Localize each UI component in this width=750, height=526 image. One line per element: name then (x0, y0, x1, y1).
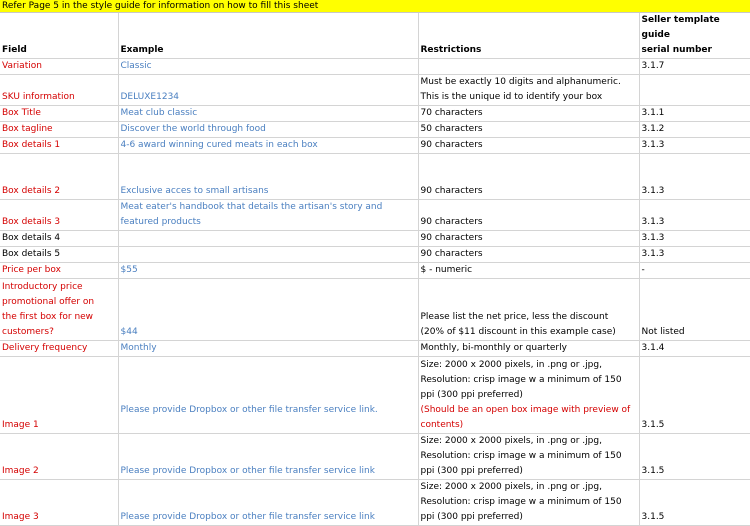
restrictions-line: Size: 2000 x 2000 pixels, in .png or .jpg, (420, 436, 602, 446)
restrictions-line: ppi (300 ppi preferred) (420, 512, 523, 522)
restrictions-cell[interactable] (418, 279, 639, 341)
restrictions-cell[interactable]: $ - numeric (418, 263, 639, 279)
example-cell[interactable]: Discover the world through food (118, 122, 418, 138)
field-line: promotional offer on (2, 297, 95, 307)
field-cell[interactable]: Image 3 (0, 480, 118, 526)
serial-cell[interactable]: 3.1.3 (639, 231, 750, 247)
field-cell[interactable]: Box Title (0, 106, 118, 122)
table-row (0, 279, 750, 341)
table-row (0, 154, 750, 200)
field-cell[interactable]: Image 2 (0, 434, 118, 480)
field-cell[interactable]: SKU information (0, 75, 118, 106)
table-row (0, 247, 750, 263)
field-cell[interactable]: Delivery frequency (0, 341, 118, 357)
serial-header-line2: serial number (641, 45, 712, 55)
serial-cell[interactable]: 3.1.2 (639, 122, 750, 138)
restrictions-header[interactable]: Restrictions (418, 13, 639, 59)
example-cell[interactable]: Exclusive acces to small artisans (118, 154, 418, 200)
field-cell[interactable]: Box details 5 (0, 247, 118, 263)
restrictions-cell[interactable]: 50 characters (418, 122, 639, 138)
serial-cell[interactable]: 3.1.5 (639, 480, 750, 526)
serial-header[interactable] (639, 13, 750, 59)
restrictions-cell[interactable] (418, 434, 639, 480)
restrictions-cell[interactable]: Monthly, bi-monthly or quarterly (418, 341, 639, 357)
serial-cell[interactable]: 3.1.3 (639, 247, 750, 263)
table-row (0, 200, 750, 231)
example-cell[interactable]: Please provide Dropbox or other file transfer service link (118, 480, 418, 526)
restrictions-line: Please list the net price, less the discount (420, 312, 609, 322)
field-header[interactable]: Field (0, 13, 118, 59)
restrictions-line: (Should be an open box image with preview of (420, 405, 631, 415)
serial-cell[interactable]: 3.1.7 (639, 59, 750, 75)
serial-cell[interactable]: 3.1.4 (639, 341, 750, 357)
table-row (0, 122, 750, 138)
serial-cell[interactable]: Not listed (639, 279, 750, 341)
restrictions-line: This is the unique id to identify your box (420, 92, 603, 102)
example-cell[interactable]: $44 (118, 279, 418, 341)
serial-cell[interactable]: 3.1.5 (639, 434, 750, 480)
restrictions-cell[interactable]: 90 characters (418, 231, 639, 247)
field-cell[interactable]: Box details 2 (0, 154, 118, 200)
restrictions-line: Resolution: crisp image w a minimum of 150 (420, 375, 622, 385)
field-line: the first box for new (2, 312, 94, 322)
example-cell[interactable]: Please provide Dropbox or other file transfer service link. (118, 357, 418, 434)
field-line: customers? (2, 327, 54, 337)
field-line: Introductory price (2, 282, 83, 292)
serial-cell[interactable]: 3.1.3 (639, 200, 750, 231)
table-row (0, 138, 750, 154)
example-header[interactable]: Example (118, 13, 418, 59)
field-cell[interactable] (0, 279, 118, 341)
serial-cell[interactable]: - (639, 263, 750, 279)
restrictions-cell[interactable]: 90 characters (418, 154, 639, 200)
restrictions-line: Resolution: crisp image w a minimum of 150 (420, 451, 622, 461)
table-row (0, 341, 750, 357)
restrictions-cell[interactable]: 90 characters (418, 200, 639, 231)
field-cell[interactable]: Image 1 (0, 357, 118, 434)
restrictions-line: Resolution: crisp image w a minimum of 150 (420, 497, 622, 507)
restrictions-line: Size: 2000 x 2000 pixels, in .png or .jpg, (420, 360, 602, 370)
restrictions-line: (20% of $11 discount in this example case) (420, 327, 616, 337)
instruction-banner[interactable]: Refer Page 5 in the style guide for information on how to fill this sheet (0, 0, 750, 13)
field-cell[interactable]: Box details 1 (0, 138, 118, 154)
serial-cell[interactable]: 3.1.3 (639, 154, 750, 200)
example-cell[interactable]: DELUXE1234 (118, 75, 418, 106)
serial-header-line1: Seller template guide (641, 15, 720, 40)
table-row (0, 357, 750, 434)
example-line: featured products (120, 217, 201, 227)
example-cell[interactable]: $55 (118, 263, 418, 279)
table-row (0, 59, 750, 75)
example-cell[interactable] (118, 200, 418, 231)
table-row (0, 480, 750, 526)
restrictions-cell[interactable]: 90 characters (418, 247, 639, 263)
example-cell[interactable]: Classic (118, 59, 418, 75)
restrictions-cell[interactable] (418, 480, 639, 526)
example-cell[interactable]: Meat club classic (118, 106, 418, 122)
table-row (0, 106, 750, 122)
serial-cell[interactable]: 3.1.3 (639, 138, 750, 154)
table-row (0, 231, 750, 247)
restrictions-cell[interactable] (418, 357, 639, 434)
header-row (0, 13, 750, 59)
restrictions-line: Must be exactly 10 digits and alphanumeric. (420, 77, 621, 87)
restrictions-cell[interactable] (418, 75, 639, 106)
field-cell[interactable]: Box details 4 (0, 231, 118, 247)
serial-cell[interactable]: 3.1.5 (639, 357, 750, 434)
example-cell[interactable] (118, 247, 418, 263)
field-cell[interactable]: Variation (0, 59, 118, 75)
table-row (0, 434, 750, 480)
serial-cell[interactable]: 3.1.1 (639, 106, 750, 122)
example-cell[interactable]: Monthly (118, 341, 418, 357)
table-row (0, 75, 750, 106)
example-line: Meat eater's handbook that details the artisan's story and (120, 202, 383, 212)
example-cell[interactable] (118, 231, 418, 247)
example-cell[interactable]: Please provide Dropbox or other file transfer service link (118, 434, 418, 480)
restrictions-line: ppi (300 ppi preferred) (420, 466, 523, 476)
example-cell[interactable]: 4-6 award winning cured meats in each box (118, 138, 418, 154)
table-row (0, 263, 750, 279)
restrictions-line: Size: 2000 x 2000 pixels, in .png or .jpg, (420, 482, 602, 492)
restrictions-cell[interactable] (418, 59, 639, 75)
restrictions-line: contents) (420, 420, 464, 430)
restrictions-cell[interactable]: 70 characters (418, 106, 639, 122)
template-table (0, 13, 750, 526)
restrictions-cell[interactable]: 90 characters (418, 138, 639, 154)
restrictions-line: ppi (300 ppi preferred) (420, 390, 523, 400)
field-cell[interactable]: Box details 3 (0, 200, 118, 231)
serial-cell[interactable] (639, 75, 750, 106)
field-cell[interactable]: Price per box (0, 263, 118, 279)
field-cell[interactable]: Box tagline (0, 122, 118, 138)
